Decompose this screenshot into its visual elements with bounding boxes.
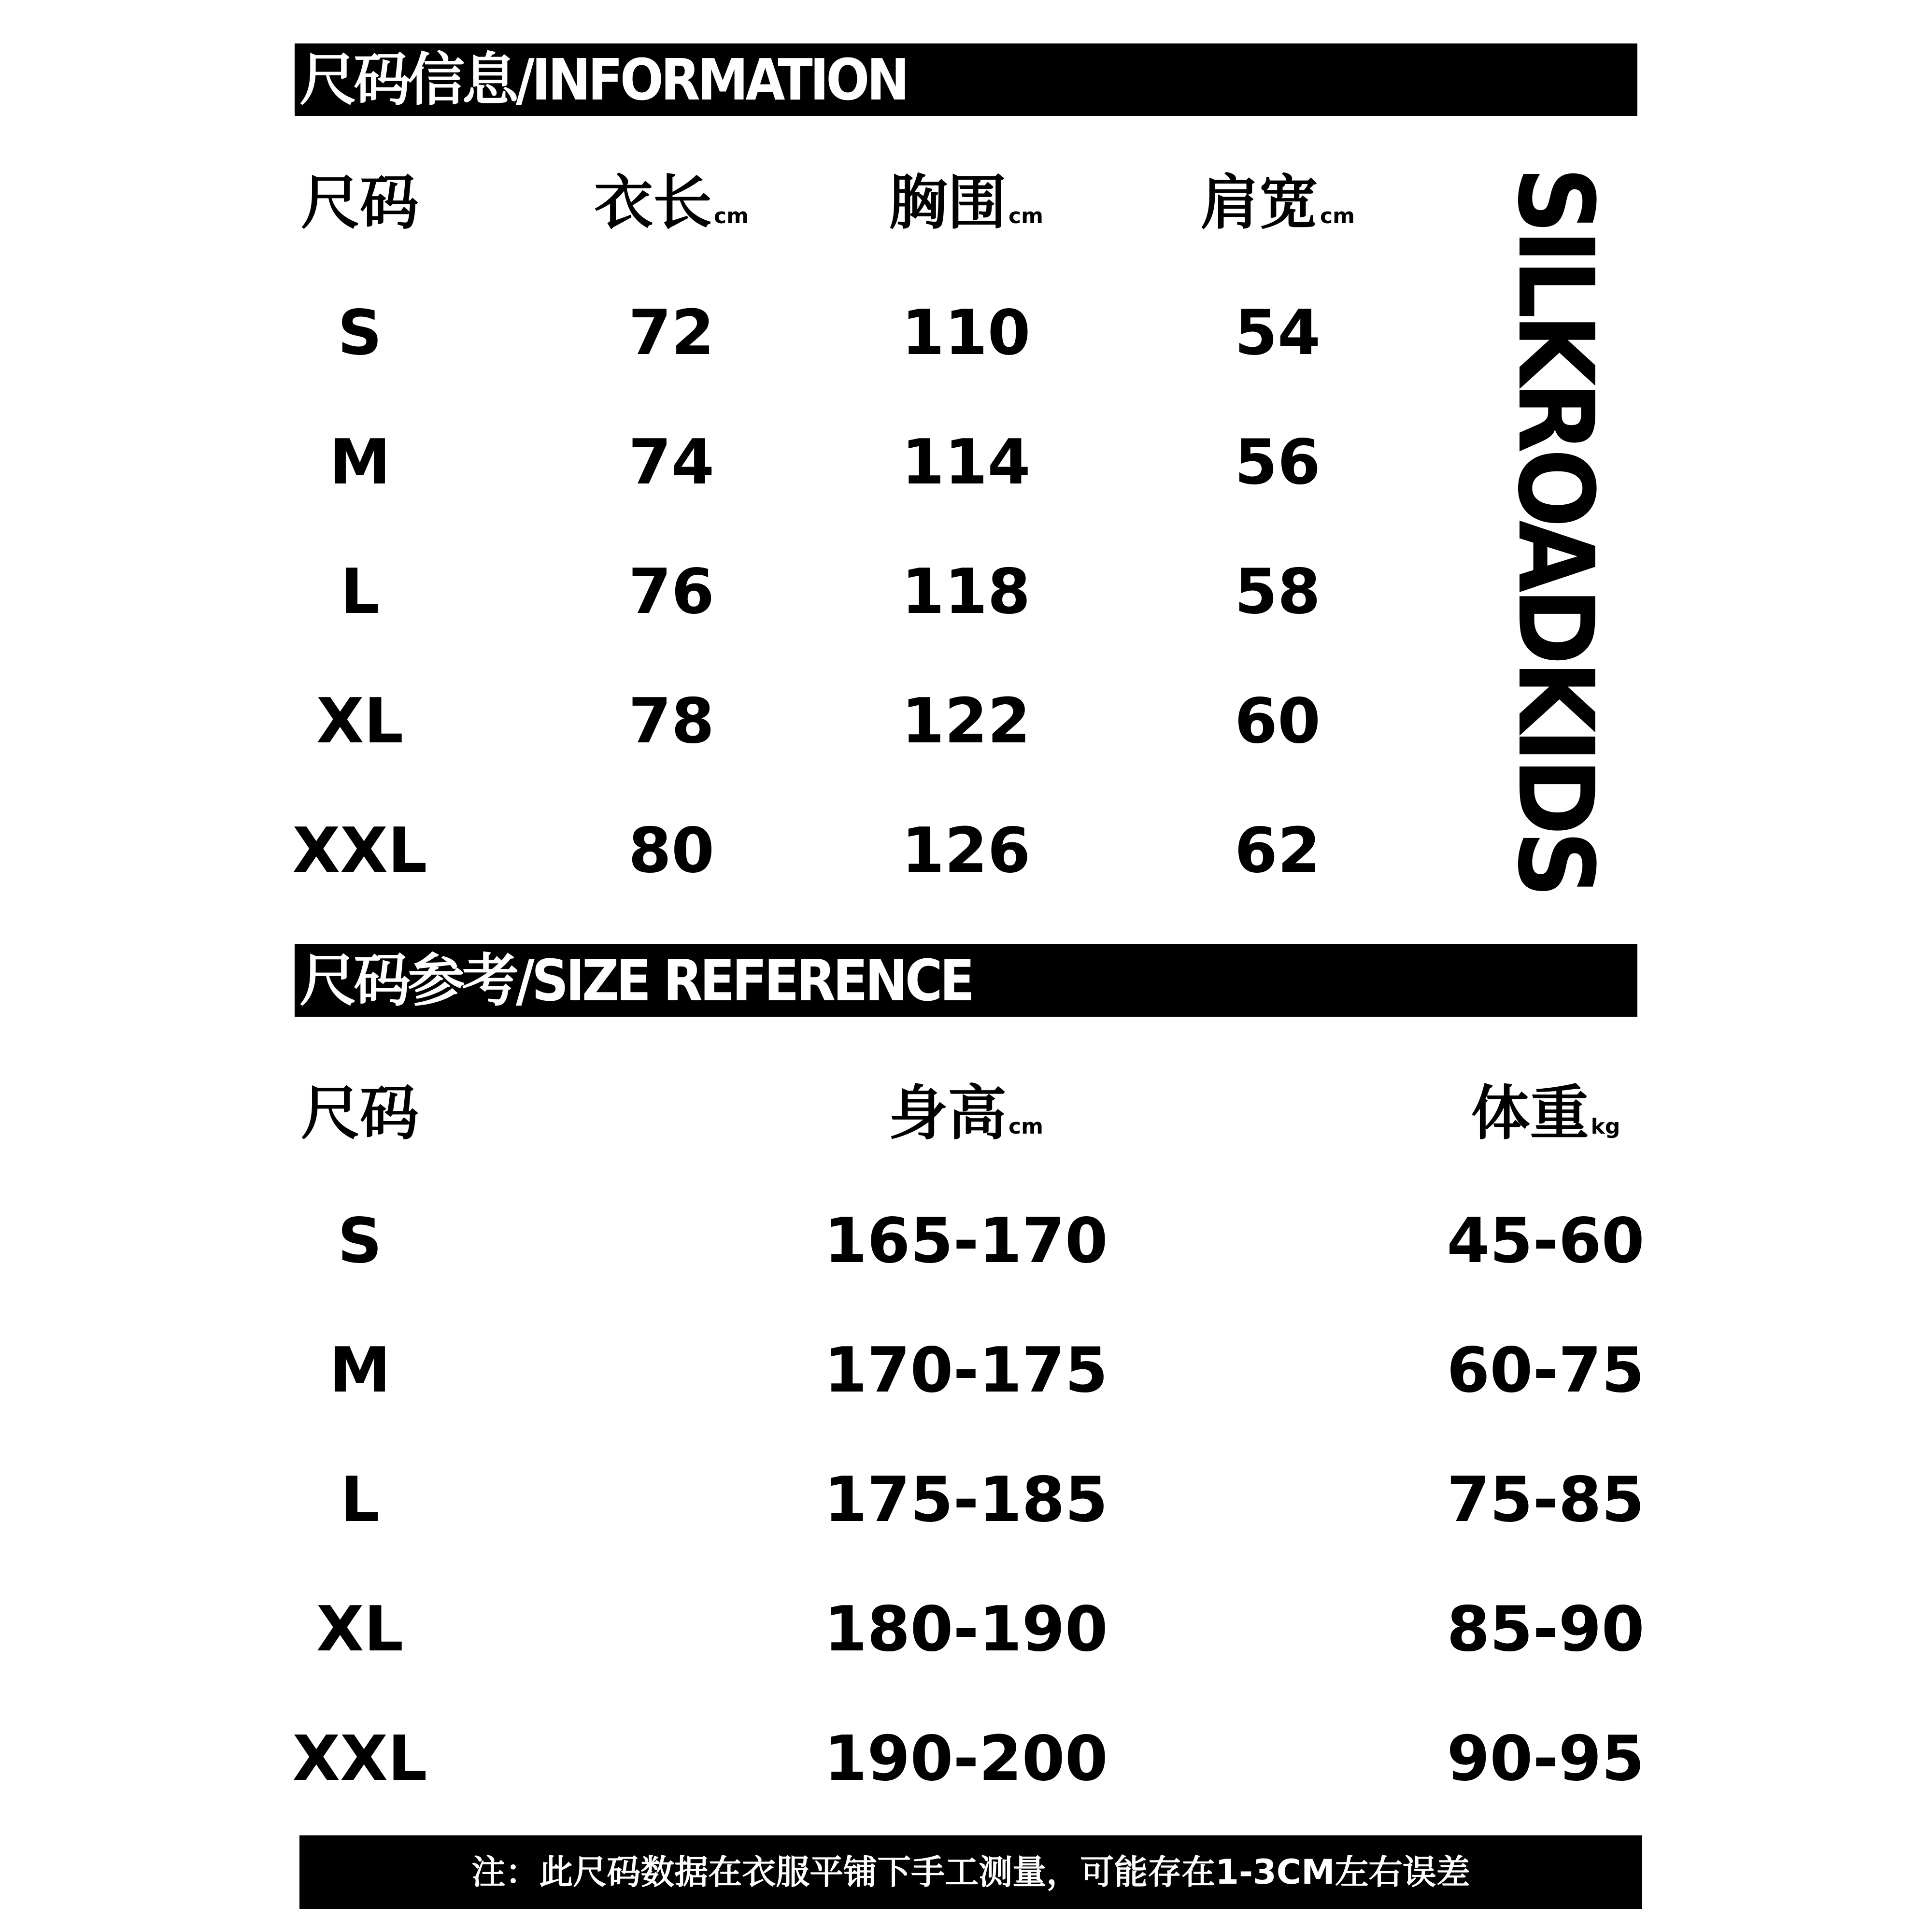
ref-cell-r2-c0: L (340, 1464, 380, 1536)
info-cell-r4-c3: 62 (1234, 815, 1321, 887)
info-cell-r3-c2: 122 (901, 685, 1031, 757)
ref-header-label: 尺码 (301, 1079, 419, 1148)
ref-cell-r3-c0: XL (316, 1593, 404, 1665)
info-header-3 (1142, 162, 1413, 244)
info-cell-r3-c3: 60 (1234, 685, 1321, 757)
info-header-label: 尺码 (301, 169, 419, 237)
info-cell-r3-c1: 78 (628, 685, 715, 757)
information-title: 尺码信息/INFORMATION (299, 46, 907, 113)
size-reference-title: 尺码参考/SIZE REFERENCE (299, 947, 972, 1014)
size-reference-title-band (295, 944, 1637, 1017)
ref-cell-r4-c2: 90-95 (1447, 1723, 1645, 1795)
ref-header-label: 身高 (889, 1079, 1007, 1148)
information-title-band (295, 43, 1637, 116)
ref-cell-r3-c2: 85-90 (1447, 1593, 1645, 1665)
info-cell-r0-c1: 72 (628, 297, 715, 369)
info-header-1 (536, 162, 807, 244)
ref-cell-r0-c0: S (337, 1205, 383, 1277)
info-cell-r3-c0: XL (316, 685, 404, 757)
info-header-2 (831, 162, 1101, 244)
ref-header-2 (1396, 1072, 1695, 1154)
info-cell-r0-c3: 54 (1234, 297, 1321, 369)
info-cell-r2-c0: L (340, 556, 380, 628)
footer-note: 注：此尺码数据在衣服平铺下手工测量，可能存在1-3CM左右误差 (471, 1852, 1470, 1892)
info-cell-r2-c3: 58 (1234, 556, 1321, 628)
ref-cell-r4-c0: XXL (292, 1723, 427, 1795)
ref-cell-r2-c2: 75-85 (1447, 1464, 1645, 1536)
ref-cell-r4-c1: 190-200 (824, 1723, 1108, 1795)
ref-header-1 (816, 1072, 1116, 1154)
info-cell-r0-c2: 110 (901, 297, 1031, 369)
info-cell-r4-c2: 126 (901, 815, 1031, 887)
info-header-label: 肩宽 (1200, 169, 1319, 237)
brand-wordmark: SILKROADKIDS (1495, 167, 1616, 894)
info-header-0 (225, 162, 495, 244)
ref-header-unit: kg (1591, 1114, 1620, 1139)
ref-cell-r1-c0: M (329, 1335, 391, 1406)
ref-header-0 (210, 1072, 510, 1154)
info-header-label: 衣长 (594, 169, 712, 237)
ref-header-label: 体重 (1471, 1079, 1589, 1148)
info-cell-r1-c1: 74 (628, 426, 715, 498)
footer-note-band (299, 1835, 1642, 1909)
info-cell-r1-c3: 56 (1234, 426, 1321, 498)
info-cell-r1-c2: 114 (901, 426, 1031, 498)
info-cell-r4-c0: XXL (292, 815, 427, 887)
ref-cell-r0-c1: 165-170 (824, 1205, 1108, 1277)
info-cell-r0-c0: S (337, 297, 383, 369)
ref-cell-r1-c1: 170-175 (824, 1335, 1108, 1406)
info-header-unit: cm (1009, 204, 1043, 228)
info-header-label: 胸围 (889, 169, 1007, 237)
info-header-unit: cm (1320, 204, 1355, 228)
info-cell-r2-c1: 76 (628, 556, 715, 628)
info-cell-r2-c2: 118 (901, 556, 1031, 628)
ref-cell-r1-c2: 60-75 (1447, 1335, 1645, 1406)
ref-cell-r3-c1: 180-190 (824, 1593, 1108, 1665)
info-header-unit: cm (714, 204, 749, 228)
ref-header-unit: cm (1009, 1114, 1043, 1139)
info-cell-r1-c0: M (329, 426, 391, 498)
ref-cell-r2-c1: 175-185 (824, 1464, 1108, 1536)
ref-cell-r0-c2: 45-60 (1447, 1205, 1645, 1277)
info-cell-r4-c1: 80 (628, 815, 715, 887)
